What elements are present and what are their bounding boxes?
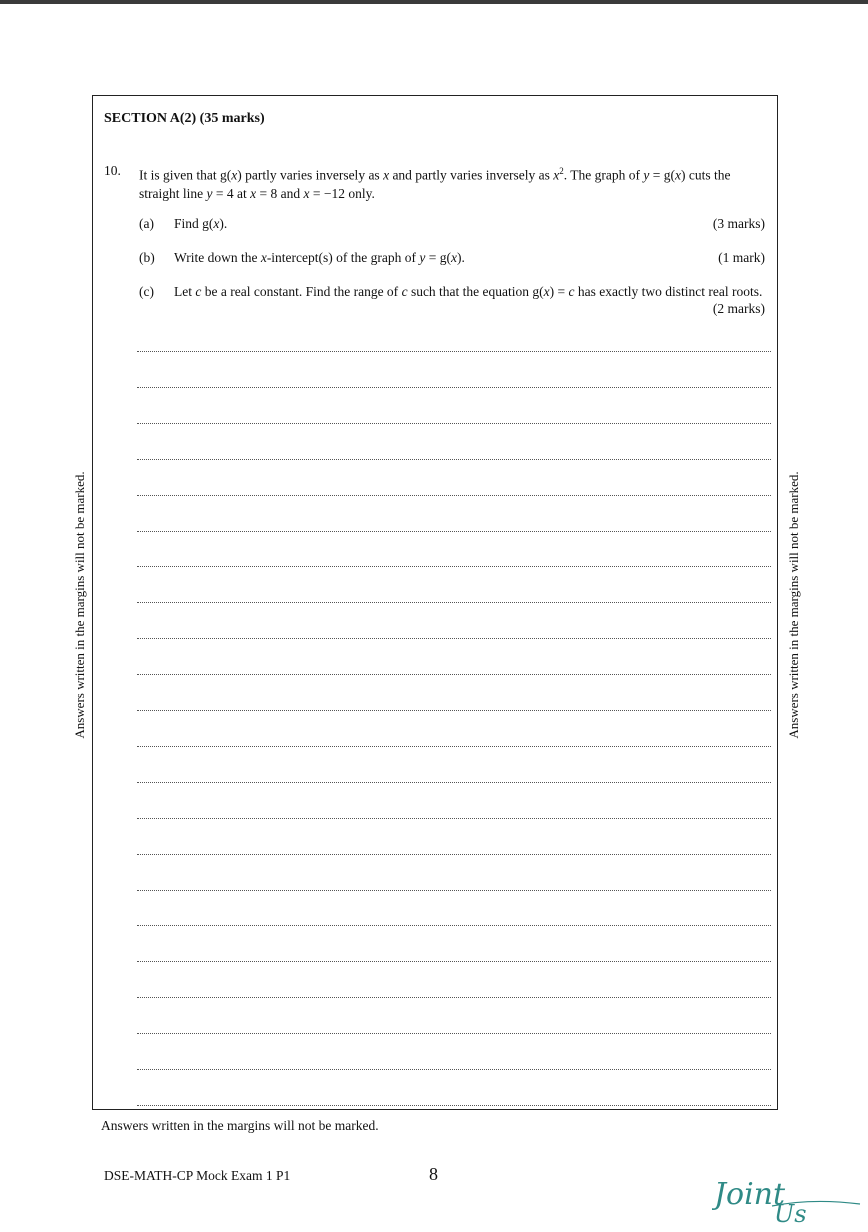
part-a-label: (a) [139,216,154,231]
answer-line [137,602,771,603]
joint-us-logo [712,1168,862,1228]
answer-line [137,495,771,496]
answer-line [137,961,771,962]
answer-line [137,423,771,424]
answer-line [137,351,771,352]
part-a-marks: (3 marks) [712,216,765,231]
answer-line [137,710,771,711]
answer-line [137,746,771,747]
margin-note-left: Answers written in the margins will not be marked. [72,471,87,739]
answer-line [137,566,771,567]
question-stem: It is given that g(x) partly varies inversely as x and partly varies inversely as $x^2$. The graph of y = g(x) cuts the straight line y = 4 at x = 8 and x = −12 only. [139,166,731,201]
answer-line [137,818,771,819]
part-c-text: Let c be a real constant. Find the range of c such that the equation g(x) = c has exactly two distinct real roots. [174,284,763,299]
part-b-marks: (1 mark) [718,250,765,265]
logo-text-sub: Us [774,1200,807,1228]
part-c-marks: (2 marks) [712,301,765,316]
part-a-text: Find g(x). [174,216,228,231]
part-b-text: Write down the x-intercept(s) of the graph of y = g(x). [174,250,465,265]
answer-line [137,1105,771,1106]
logo-text-main: Joint [714,1177,786,1212]
answer-line [137,854,771,855]
answer-line [137,1069,771,1070]
part-b-label: (b) [139,250,155,265]
answer-line [137,674,771,675]
page-number: 8 [429,1164,438,1184]
answer-line [137,782,771,783]
answer-line [137,925,771,926]
margin-note-right: Answers written in the margins will not be marked. [786,471,801,739]
answer-line [137,387,771,388]
exam-code: DSE-MATH-CP Mock Exam 1 P1 [104,1168,291,1183]
answer-line [137,531,771,532]
top-bar [0,0,868,4]
answer-line [137,638,771,639]
answer-line [137,1033,771,1034]
answer-line [137,997,771,998]
question-number: 10. [104,163,121,178]
answer-line [137,890,771,891]
part-c-label: (c) [139,284,154,299]
section-title: SECTION A(2) (35 marks) [104,111,265,126]
answer-box [92,95,778,1110]
answer-line [137,459,771,460]
bottom-note: Answers written in the margins will not be marked. [101,1118,379,1133]
